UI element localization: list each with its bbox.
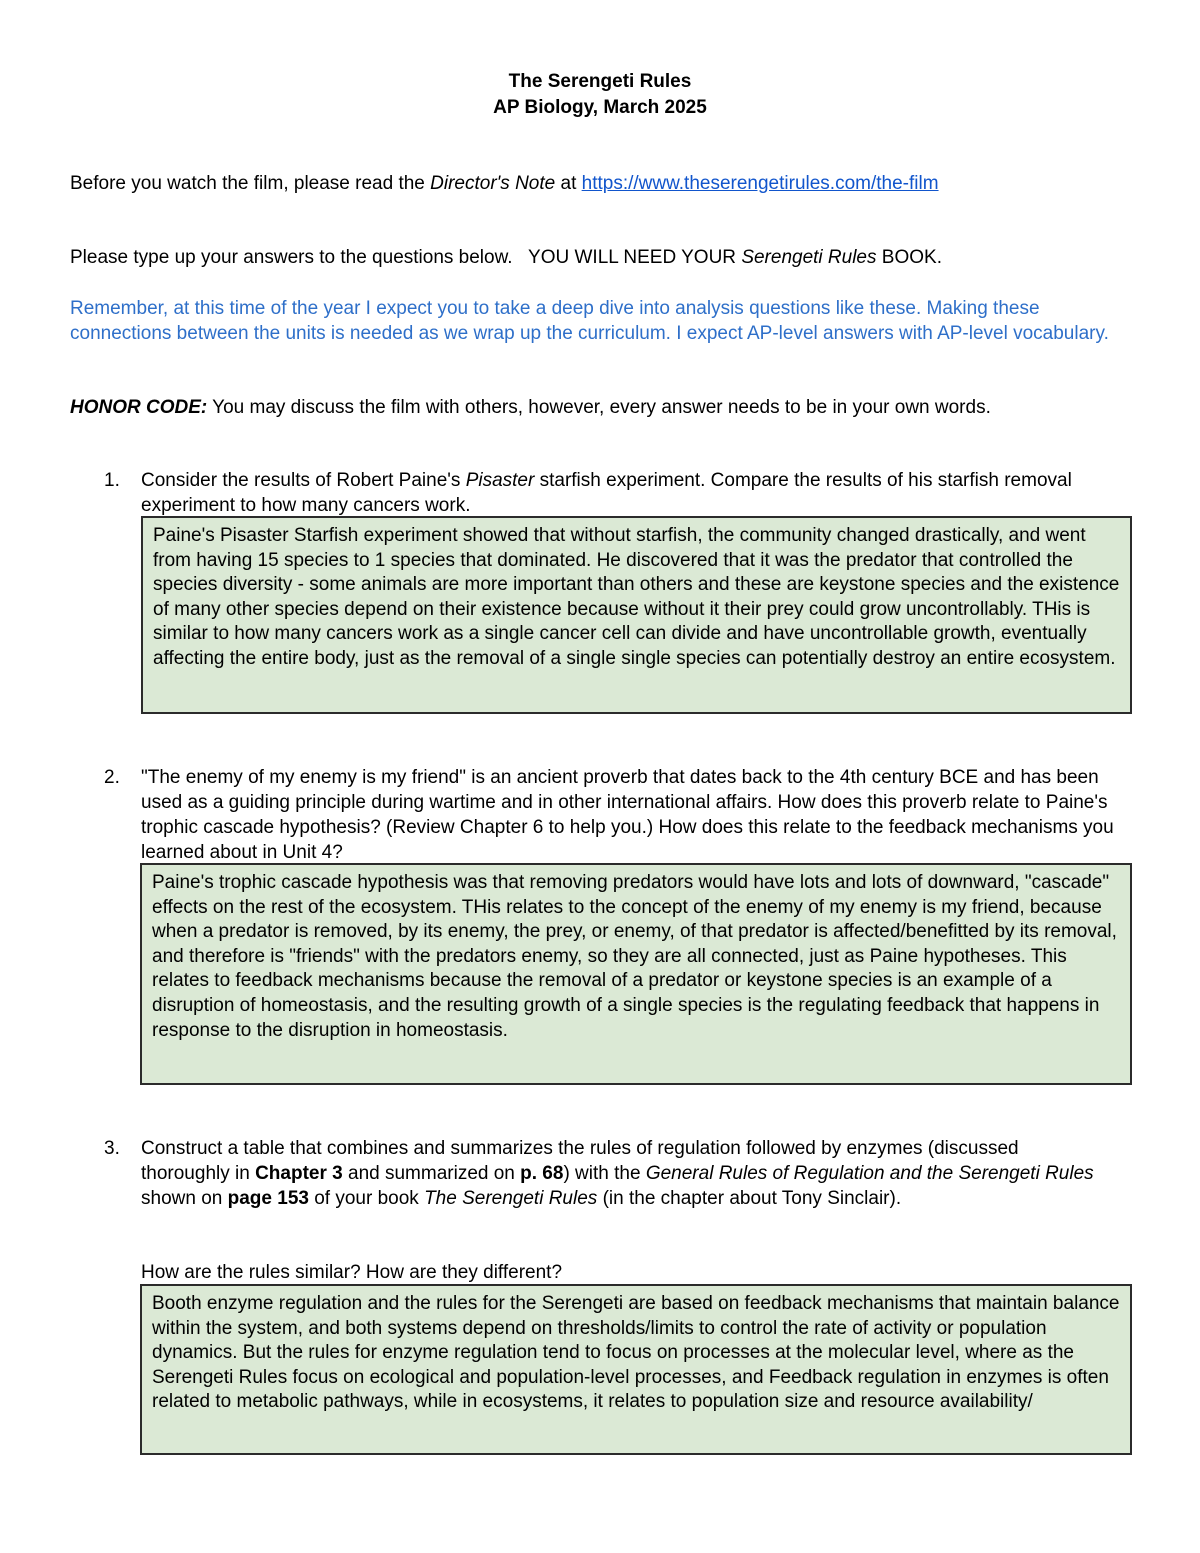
question-text-part: (in the chapter about Tony Sinclair).	[597, 1188, 902, 1209]
question-text: "The enemy of my enemy is my friend" is an ancient proverb that dates back to the 4th century BCE and has been used as a guiding principle during wartime and in other international affairs. How does this proverb relate to Paine's trophic cascade hypothesis? (Review Chapter 6 to help you.) How does this relate to the feedback mechanisms you learned about in Unit 4?	[141, 767, 1114, 863]
question-number: 2.	[104, 767, 120, 788]
answer-box-3[interactable]: Booth enzyme regulation and the rules for the Serengeti are based on feedback mechanisms that maintain balance within the system, and both systems depend on thresholds/limits to control the rate of activity or population dynamics. But the rules for enzyme regulation tend to focus on processes at the molecular level, where as the Serengeti Rules focus on ecological and population-level processes, and Feedback regulation in enzymes is often related to metabolic pathways, while in ecosystems, it relates to population size and resource availability/	[140, 1284, 1132, 1455]
honor-code-line	[70, 395, 991, 420]
question-text-part: starfish experiment. Compare the results of his starfish removal experiment to how many cancers work.	[141, 470, 1072, 516]
book-suffix-text: BOOK.	[876, 247, 942, 268]
book-title-text: Serengeti Rules	[741, 247, 877, 268]
question-text	[141, 1136, 1106, 1211]
pisaster-text: Pisaster	[465, 470, 535, 491]
question-3-subquestion: How are the rules similar? How are they different?	[141, 1262, 563, 1283]
book-title-text: The Serengeti Rules	[424, 1188, 598, 1209]
answer-box-2[interactable]: Paine's trophic cascade hypothesis was that removing predators would have lots and lots of downward, "cascade" effects on the rest of the ecosystem. THis relates to the concept of the enemy of my enemy is my friend, because when a predator is removed, by its enemy, the prey, or enemy, of that predator is affected/benefitted by its removal, and therefore is "friends" with the predators enemy, so they are all connected, just as Paine hypotheses. This relates to feedback mechanisms because the removal of a predator or keystone species is an example of a disruption of homeostasis, and the resulting growth of a single species is the regulating feedback that happens in response to the disruption in homeostasis.	[140, 863, 1132, 1085]
intro-at-text: at	[555, 173, 582, 194]
document-title: The Serengeti Rules	[508, 71, 692, 92]
film-link[interactable]: https://www.theserengetirules.com/the-film	[581, 173, 939, 194]
question-text	[141, 468, 1131, 518]
document-subtitle: AP Biology, March 2025	[493, 97, 707, 118]
intro-type-up-line	[70, 245, 942, 270]
question-text-part: ) with the	[563, 1163, 646, 1184]
intro-directors-note-line	[70, 171, 939, 196]
question-text-part: of your book	[308, 1188, 425, 1209]
type-up-text: Please type up your answers to the questions below. YOU WILL NEED YOUR	[70, 247, 742, 268]
remember-note: Remember, at this time of the year I expect you to take a deep dive into analysis questions like these. Making these connections between the units is needed as we wrap up the curriculum. I expect AP-level answers with AP-level vocabulary.	[70, 298, 1109, 344]
page-ref: p. 68	[520, 1163, 564, 1184]
question-text-part: and summarized on	[342, 1163, 521, 1184]
answer-box-1[interactable]: Paine's Pisaster Starfish experiment showed that without starfish, the community changed drastically, and went from having 15 species to 1 species that dominated. He discovered that it was the predator that controlled the species diversity - some animals are more important than others and these are keystone species and the existence of many other species depend on their existence because without it their prey could grow uncontrollably. THis is similar to how many cancers work as a single cancer cell can divide and have uncontrollable growth, eventually affecting the entire body, just as the removal of a single single species can potentially destroy an entire ecosystem.	[141, 516, 1132, 714]
honor-code-text: You may discuss the film with others, however, every answer needs to be in your own words.	[207, 397, 991, 418]
intro-before-text: Before you watch the film, please read the	[70, 173, 431, 194]
page-ref: page 153	[227, 1188, 309, 1209]
directors-note-text: Director's Note	[430, 173, 556, 194]
question-text-part: shown on	[141, 1188, 228, 1209]
question-number: 3.	[104, 1138, 120, 1159]
honor-code-label: HONOR CODE:	[70, 397, 208, 418]
general-rules-text: General Rules of Regulation and the Serengeti Rules	[645, 1163, 1094, 1184]
question-number: 1.	[104, 470, 120, 491]
chapter-ref: Chapter 3	[255, 1163, 343, 1184]
question-text-part: Consider the results of Robert Paine's	[141, 470, 466, 491]
question-text-part: Construct a table that combines and summarizes the rules of regulation followed by enzymes (discussed thoroughly in	[141, 1138, 1019, 1184]
